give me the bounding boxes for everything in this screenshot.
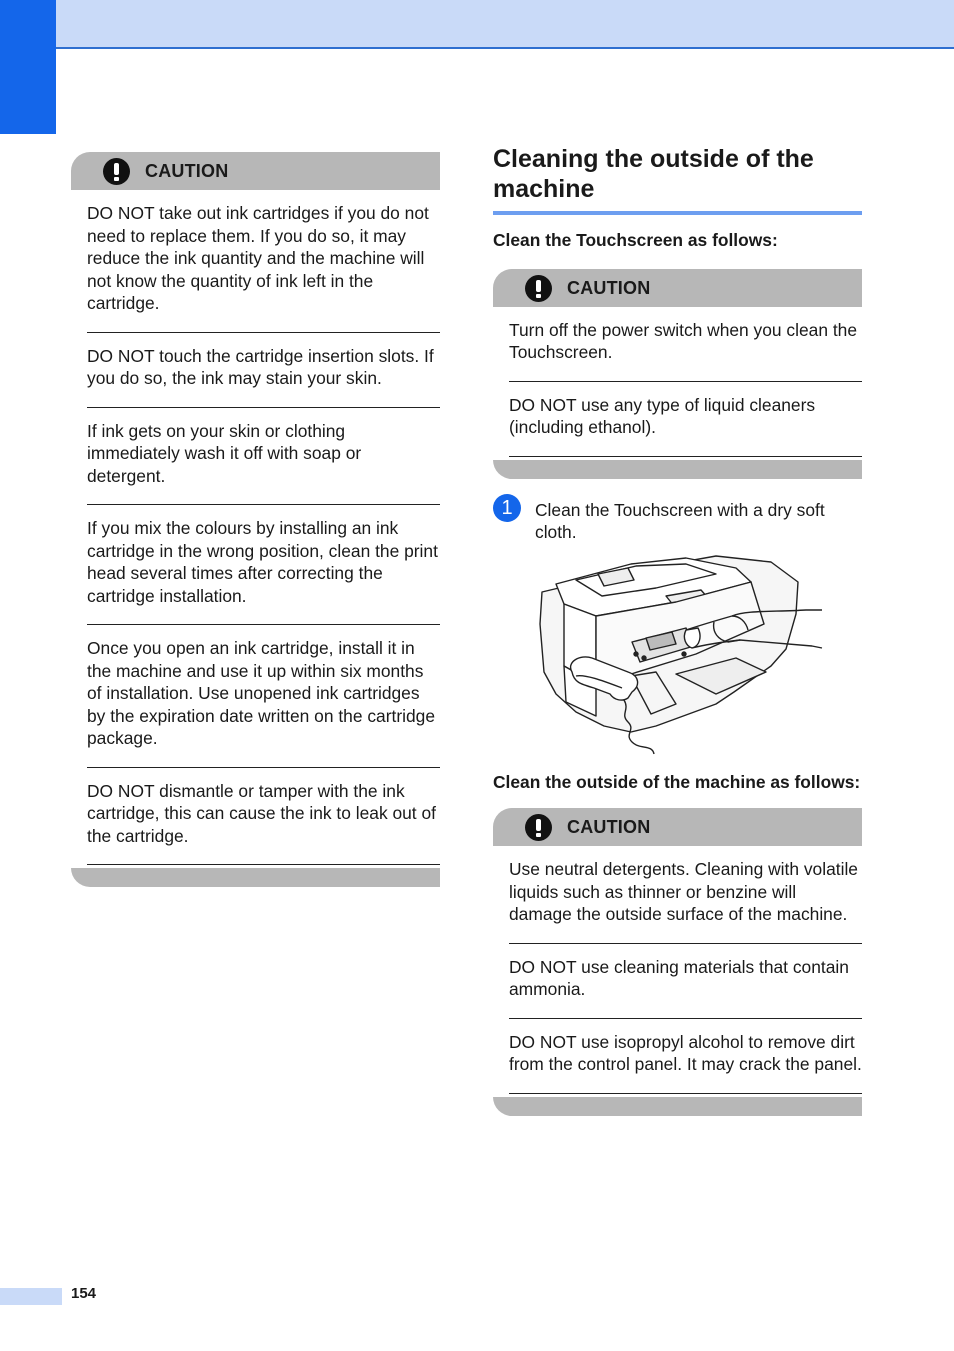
machine-cleaning-illustration: [536, 554, 826, 759]
caution-item: Turn off the power switch when you clean the Touchscreen.: [509, 307, 862, 382]
caution-header: [493, 269, 862, 307]
touchscreen-heading: Clean the Touchscreen as follows:: [493, 230, 778, 250]
step-number-badge: 1: [493, 494, 521, 522]
caution-item: DO NOT use isopropyl alcohol to remove dirt from the control panel. It may crack the panel.: [509, 1019, 862, 1094]
touchscreen-caution-box: [493, 269, 862, 479]
caution-item: Use neutral detergents. Cleaning with volatile liquids such as thinner or benzine will damage the outside surface of the machine.: [509, 846, 862, 944]
caution-label: CAUTION: [567, 277, 651, 298]
caution-footer: [71, 868, 440, 887]
caution-item: DO NOT touch the cartridge insertion slots. If you do so, the ink may stain your skin.: [87, 333, 440, 408]
caution-item: DO NOT use cleaning materials that contain ammonia.: [509, 944, 862, 1019]
caution-item: DO NOT dismantle or tamper with the ink cartridge, this can cause the ink to leak out of the cartridge.: [87, 768, 440, 866]
page-number-tab: [0, 1288, 62, 1305]
step-1: [493, 496, 862, 544]
caution-item: DO NOT use any type of liquid cleaners (including ethanol).: [509, 382, 862, 457]
chapter-tab: [0, 0, 56, 134]
header-band: [0, 0, 954, 49]
outside-caution-box: [493, 808, 862, 1116]
exclamation-icon: [103, 158, 130, 185]
left-column: [71, 152, 440, 887]
step-text: Clean the Touchscreen with a dry soft cloth.: [535, 499, 825, 542]
exclamation-icon: [525, 275, 552, 302]
caution-item: If you mix the colours by installing an ink cartridge in the wrong position, clean the print head several times after correcting the cartridge installation.: [87, 505, 440, 625]
outside-heading: Clean the outside of the machine as follows:: [493, 771, 861, 792]
caution-item: Once you open an ink cartridge, install it in the machine and use it up within six months of installation. Use unopened ink cartridges by the expiration date written on the cartridge package.: [87, 625, 440, 768]
page-number: 154: [71, 1285, 97, 1302]
exclamation-icon: [525, 814, 552, 841]
caution-footer: [493, 460, 862, 479]
caution-label: CAUTION: [567, 817, 651, 837]
section-title: Cleaning the outside of the machine: [493, 143, 862, 215]
caution-footer: [493, 1097, 862, 1116]
caution-item: DO NOT take out ink cartridges if you do not need to replace them. If you do so, it may reduce the ink quantity and the machine will not know the quantity of ink left in the cartridge.: [87, 190, 440, 333]
ink-caution-box: [71, 152, 440, 887]
caution-label: CAUTION: [145, 161, 229, 181]
caution-header: [71, 152, 440, 190]
caution-header: [493, 808, 862, 846]
caution-item: If ink gets on your skin or clothing immediately wash it off with soap or detergent.: [87, 408, 440, 506]
right-column: [493, 143, 862, 1116]
